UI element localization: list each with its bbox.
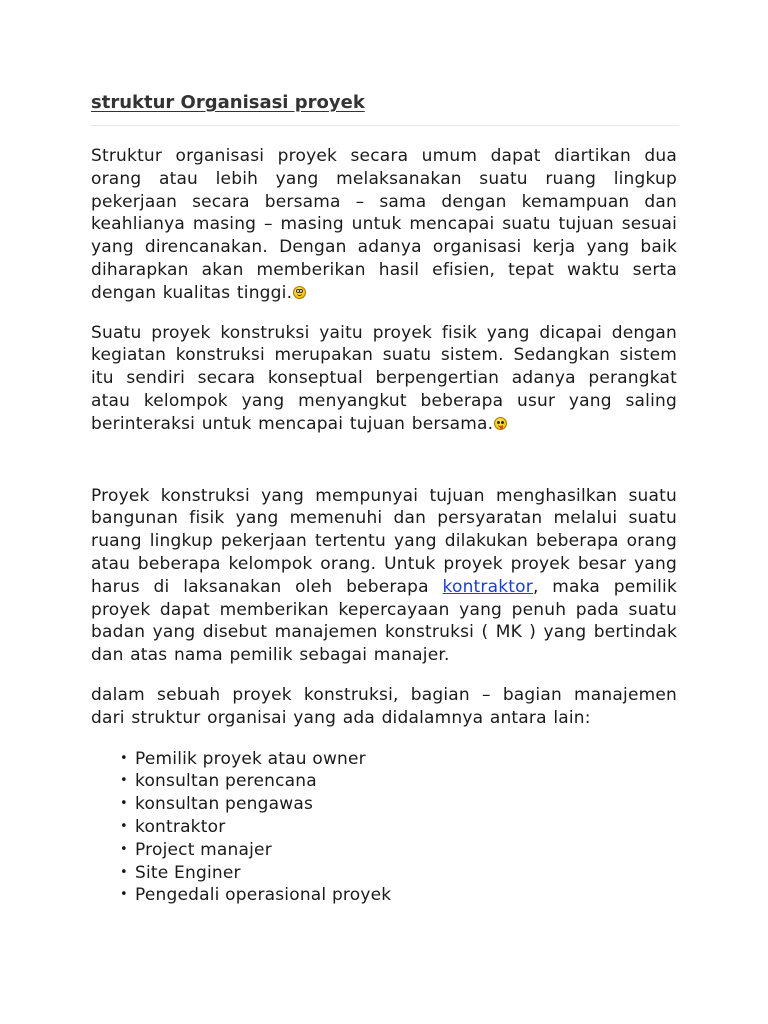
- paragraph-3-text-a: Proyek konstruksi yang mempunyai tujuan menghasilkan suatu bangunan fisik yang memenuhi dan persyaratan melalui suatu ruang lingkup pekerjaan tertentu yang dilakukan beberapa orang atau beberapa kelompok orang. Untuk proyek proyek besar yang harus di laksanakan oleh beberapa: [91, 485, 677, 597]
- list-item: • Project manajer: [120, 839, 272, 860]
- list-item: • kontraktor: [120, 816, 226, 837]
- paragraph-3-text-b: , maka pemilik proyek dapat memberikan kepercayaan yang penuh pada suatu badan yang disebut manajemen konstruksi ( MK ) yang bertindak dan atas nama pemilik sebagai manajer.: [91, 576, 678, 666]
- tongue-face-icon: [494, 417, 507, 430]
- paragraph-1: [91, 145, 677, 305]
- bullet-icon: •: [120, 841, 128, 857]
- organization-parts-list: [91, 748, 677, 908]
- document-title: struktur Organisasi proyek: [91, 92, 365, 113]
- list-item: • Site Enginer: [120, 862, 241, 883]
- list-item: • Pengedali operasional proyek: [120, 885, 392, 906]
- document-page: [91, 90, 677, 907]
- bullet-icon: •: [120, 887, 128, 903]
- paragraph-2: [91, 322, 677, 436]
- bullet-icon: •: [120, 818, 128, 834]
- paragraph-4: dalam sebuah proyek konstruksi, bagian – bagian manajemen dari struktur organisai yang ada didalamnya antara lain:: [91, 684, 677, 728]
- bullet-icon: •: [120, 796, 128, 812]
- nerd-face-icon: [293, 286, 306, 299]
- list-item: • konsultan perencana: [120, 771, 317, 792]
- paragraph-2-text: Suatu proyek konstruksi yaitu proyek fisik yang dicapai dengan kegiatan konstruksi merupakan suatu sistem. Sedangkan sistem itu sendiri secara konseptual berpengertian adanya perangkat atau kelompok yang menyangkut beberapa usur yang saling berinteraksi untuk mencapai tujuan bersama.: [91, 322, 677, 434]
- paragraph-3: [91, 485, 677, 667]
- list-item: • Pemilik proyek atau owner: [120, 748, 366, 769]
- bullet-icon: •: [120, 864, 128, 880]
- paragraph-1-text: Struktur organisasi proyek secara umum dapat diartikan dua orang atau lebih yang melaksanakan suatu ruang lingkup pekerjaan secara bersama – sama dengan kemampuan dan keahlianya masing – masing untuk mencapai suatu tujuan sesuai yang direncanakan. Dengan adanya organisasi kerja yang baik diharapkan akan memberikan hasil efisien, tepat waktu serta dengan kualitas tinggi.: [91, 146, 677, 303]
- bullet-icon: •: [120, 750, 128, 766]
- kontraktor-link[interactable]: kontraktor: [442, 576, 533, 597]
- list-item: • konsultan pengawas: [120, 794, 314, 815]
- title-divider: [91, 125, 679, 126]
- bullet-icon: •: [120, 773, 128, 789]
